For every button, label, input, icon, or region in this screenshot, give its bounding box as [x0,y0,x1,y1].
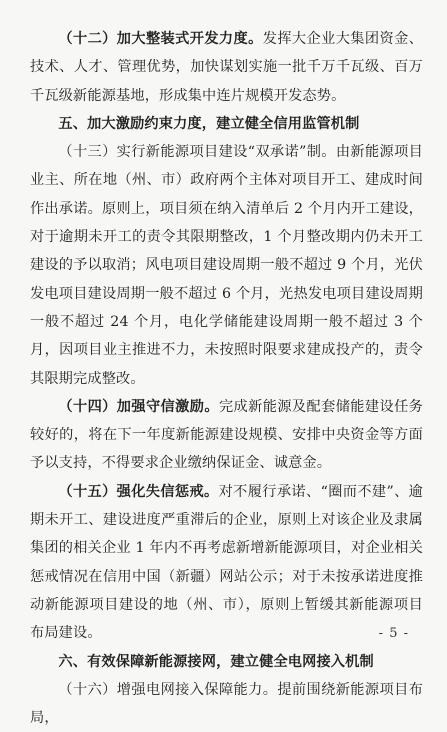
page-number: - 5 - [378,626,409,641]
paragraph-15-body: 对不履行承诺、“圈而不建”、逾期未开工、建设进度严重滞后的企业，原则上对该企业及隶属集团的相关企业 1 年内不再考虑新增新能源项目，对企业相关惩戒情况在信用中国（新疆）网站公示；对于未按承诺进度推动新能源项目建设的地（州、市），原则上暂缓其新能源项目布局建设。 [30,483,423,642]
document-body [30,25,423,732]
paragraph-14-lead: （十四）加强守信激励。 [58,398,219,415]
paragraph-14-body: 完成新能源及配套储能建设任务较好的，将在下一年度新能源建设规模、安排中央资金等方面予以支持，不得要求企业缴纳保证金、诚意金。 [30,398,423,472]
paragraph-12 [30,25,423,110]
paragraph-13-lead: （十三） [58,144,117,161]
paragraph-16-body: 增强电网接入保障能力。提前围绕新能源项目布局， [30,681,424,727]
section-heading-6: 六、有效保障新能源接网，建立健全电网接入机制 [58,653,374,670]
paragraph-15 [30,478,423,648]
paragraph-15-lead: （十五）强化失信惩戒。 [58,483,219,500]
paragraph-16 [30,676,423,732]
paragraph-12-lead: （十二）加大整装式开发力度。 [58,31,263,47]
paragraph-13 [30,138,423,393]
section-heading-5: 五、加大激励约束力度，建立健全信用监管机制 [58,115,360,132]
paragraph-14 [30,393,423,478]
paragraph-16-lead: （十六） [58,681,117,698]
paragraph-13-body: 实行新能源项目建设“双承诺”制。由新能源项目业主、所在地（州、市）政府两个主体对项目开工、建成时间作出承诺。原则上，项目须在纳入清单后 2 个月内开工建设，对于逾期未开工的责令其限期整改，1 个月整改期内仍未开工建设的予以取消；风电项目建设周期一般不超过 9 个月，光伏发电项目建设周期一般不超过 6 个月，光热发电项目建设周期一般不超过 24 个月，电化学储能建设周期一般不超过 3 个月，因项目业主推进不力，未按照时限要求建成投产的，责令其限期完成整改。 [30,144,423,387]
paragraph-12-body: 发挥大企业大集团资金、技术、人才、管理优势，加快谋划实施一批千万千瓦级、百万千瓦级新能源基地，形成集中连片规模开发态势。 [30,31,423,104]
